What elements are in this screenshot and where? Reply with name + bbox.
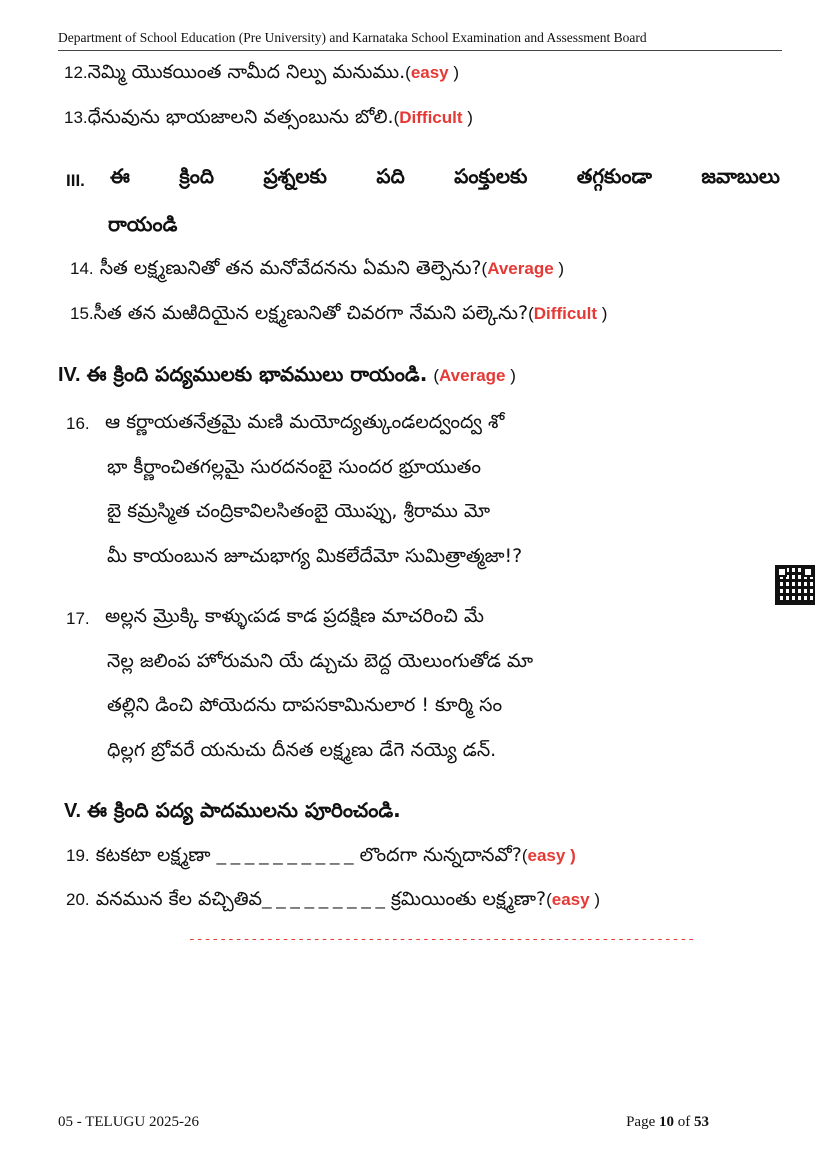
question-text: సీత తన మఱిదియైన లక్ష్మణునితో చివరగా నేమని పల్కెను? [93, 302, 529, 324]
question-number: 13. [64, 108, 88, 127]
difficulty-tag: easy [527, 846, 566, 865]
section-3-heading-word: క్రింది [179, 164, 215, 188]
fill-blank: _ _ _ _ _ _ _ _ _ [262, 890, 385, 909]
total-pages: 53 [694, 1114, 709, 1130]
difficulty-tag: Average [439, 366, 506, 385]
section-4-heading: IV. ఈ క్రింది పద్యములకు భావములు రాయండి. (Average ) [58, 362, 516, 386]
question-text-start: కటకటా లక్ష్మణా [95, 844, 211, 866]
section-3-heading-word: పది [376, 164, 405, 188]
difficulty-tag: Average [487, 259, 554, 278]
section-3-heading [110, 164, 780, 193]
poem-16-line-3: బై కమ్రస్మిత చంద్రికావిలసితంబై యొప్పు, శ్రీరాము మో [107, 500, 491, 522]
question-text: నెమ్మి యొకయింత నామీద నిల్పు మనుము. [87, 61, 406, 83]
question-text-end: క్రమియింతు లక్ష్మణా? [391, 888, 547, 910]
question-number: 12. [64, 63, 88, 82]
question-19: 19. కటకటా లక్ష్మణా _ _ _ _ _ _ _ _ _ _ లొందగా నున్నదానవో?(easy ) [66, 844, 576, 866]
question-13: 13.ధేనువును భాయజాలని వత్సంబును బోలి.(Difficult ) [64, 106, 473, 128]
question-text: ధేనువును భాయజాలని వత్సంబును బోలి. [87, 106, 394, 128]
current-page: 10 [659, 1114, 674, 1130]
section-3-heading-cont: రాయండి [108, 212, 178, 236]
question-number: 20. [66, 890, 90, 909]
question-number: 19. [66, 846, 90, 865]
section-3-heading-word: తగ్గకుండా [576, 164, 652, 188]
section-3-roman: III. [66, 171, 85, 190]
poem-17-number: 17. [66, 609, 90, 628]
question-text-start: వనమున కేల వచ్చితివ [95, 888, 263, 910]
difficulty-tag: easy [551, 890, 590, 909]
question-12: 12.నెమ్మి యొకయింత నామీద నిల్పు మనుము.(easy ) [64, 61, 460, 83]
qr-code-icon [775, 565, 815, 605]
section-3-heading-word: పంక్తులకు [454, 164, 528, 188]
poem-17-line-1: అల్లన మ్రొక్కి కాళ్ళుఁపడ కాడ ప్రదక్షిణ మాచరించి మే [105, 605, 484, 627]
section-3-heading-word: ఈ [110, 164, 130, 188]
poem-16-line-4: మీ కాయంబున జూచుభాగ్య మికలేదేమో సుమిత్రాత్మజా!? [107, 545, 523, 567]
fill-blank: _ _ _ _ _ _ _ _ _ _ [216, 846, 354, 865]
question-15: 15.సీత తన మఱిదియైన లక్ష్మణునితో చివరగా నేమని పల్కెను?(Difficult ) [70, 302, 608, 324]
section-3-heading-word: జవాబులు [701, 164, 780, 188]
difficulty-tag: easy [410, 63, 449, 82]
question-14: 14. సీత లక్ష్మణునితో తన మనోవేదనను ఏమని తెల్పెను?(Average ) [70, 257, 565, 279]
section-5-heading: V. ఈ క్రింది పద్య పాదములను పూరించండి. [64, 798, 401, 822]
difficulty-tag: Difficult [399, 108, 463, 127]
footer-subject: 05 - TELUGU 2025-26 [58, 1114, 199, 1130]
difficulty-tag: Difficult [533, 304, 598, 323]
question-number: 14. [70, 259, 94, 278]
poem-16-number: 16. [66, 414, 90, 433]
poem-17-line-3: తల్లిని డించి పోయెదను దాపసకామినులార ! కూర్మి సం [107, 694, 503, 716]
section-divider: ----------------------------------------------------------------- [188, 932, 696, 947]
question-text: సీత లక్ష్మణునితో తన మనోవేదనను ఏమని తెల్పెను? [99, 257, 482, 279]
poem-17-line-4: ధిల్లగ బ్రోవరే యనుచు దీనత లక్ష్మణు డేగె నయ్యె డన్. [107, 739, 497, 761]
question-text-end: లొందగా నున్నదానవో? [359, 844, 522, 866]
question-20: 20. వనమున కేల వచ్చితివ_ _ _ _ _ _ _ _ _ క్రమియింతు లక్ష్మణా?(easy ) [66, 888, 600, 910]
poem-16-line-1: ఆ కర్ణాయతనేత్రమై మణి మయోద్యత్కుండలద్వంద్వ శో [105, 411, 505, 433]
poem-16-line-2: భా కీర్ణాంచితగల్లమై సురదనంబై సుందర భ్రూయుతం [107, 456, 482, 478]
page-number: Page 10 of 53 [626, 1114, 709, 1130]
poem-17-line-2: నెల్ల జలింప హోరుమని యే డ్చుచు బెద్ద యెలుంగుతోడ మా [107, 650, 534, 672]
section-3-heading-word: ప్రశ్నలకు [263, 164, 327, 188]
page-header: Department of School Education (Pre University) and Karnataka School Examination and Assessment Board [58, 30, 782, 51]
question-number: 15. [70, 304, 94, 323]
